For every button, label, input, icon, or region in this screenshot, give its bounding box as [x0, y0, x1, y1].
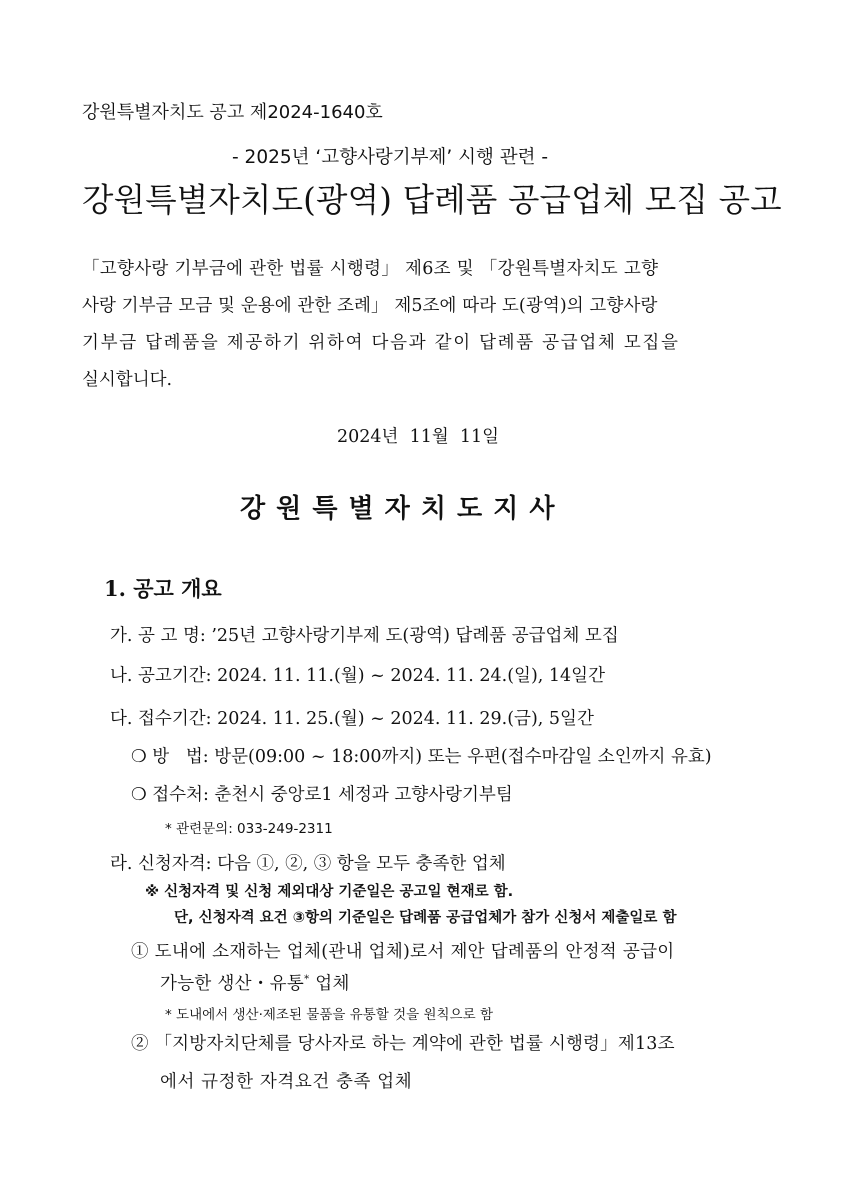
eligibility-note-cont: 단, 신청자격 요건 ③항의 기준일은 답례품 공급업체가 참가 신청서 제출일로 함: [174, 910, 677, 926]
intro-line-2: 사랑 기부금 모금 및 운용에 관한 조례」 제5조에 따라 도(광역)의 고향사랑: [82, 296, 658, 316]
qualification-1-note: * 도내에서 생산·제조된 물품을 유통할 것을 원칙으로 함: [165, 1007, 493, 1023]
qualification-2-line-1: ② 「지방자치단체를 당사자로 하는 계약에 관한 법률 시행령」제13조: [131, 1034, 675, 1054]
qualification-1-line-2: [160, 970, 350, 995]
item-period: 나. 공고기간: 2024. 11. 11.(월) ~ 2024. 11. 24.(일), 14일간: [110, 666, 605, 686]
qualification-1-text: 가능한 생산・유통: [160, 974, 305, 994]
notice-date: 2024년 11월 11일: [337, 427, 500, 447]
reception-method: ❍ 방 법: 방문(09:00 ~ 18:00까지) 또는 우편(접수마감일 소인까지 유효): [131, 747, 712, 767]
item-eligibility: 라. 신청자격: 다음 ①, ②, ③ 항을 모두 충족한 업체: [110, 854, 506, 874]
subtitle: - 2025년 ‘고향사랑기부제’ 시행 관련 -: [232, 147, 549, 168]
page-title: 강원특별자치도(광역) 답례품 공급업체 모집 공고: [82, 181, 782, 219]
qualification-1-suffix: 업체: [309, 974, 350, 994]
reception-place: ❍ 접수처: 춘천시 중앙로1 세정과 고향사랑기부팀: [131, 785, 513, 805]
intro-line-4: 실시합니다.: [82, 370, 173, 390]
section-heading: 1. 공고 개요: [104, 576, 222, 601]
intro-line-3: 기부금 답례품을 제공하기 위하여 다음과 같이 답례품 공급업체 모집을: [82, 333, 680, 353]
signer: 강 원 특 별 자 치 도 지 사: [240, 494, 556, 524]
intro-line-1: 「고향사랑 기부금에 관한 법률 시행령」 제6조 및 「강원특별자치도 고향: [82, 259, 659, 279]
contact-info: * 관련문의: 033-249-2311: [165, 821, 333, 837]
eligibility-note: ※ 신청자격 및 신청 제외대상 기준일은 공고일 현재로 함.: [145, 884, 514, 900]
qualification-2-line-2: 에서 규정한 자격요건 충족 업체: [160, 1072, 413, 1092]
footnote-mark: *: [304, 974, 310, 986]
qualification-1-line-1: ① 도내에 소재하는 업체(관내 업체)로서 제안 답례품의 안정적 공급이: [131, 942, 675, 962]
notice-number: 강원특별자치도 공고 제2024-1640호: [82, 102, 383, 123]
item-reception: 다. 접수기간: 2024. 11. 25.(월) ~ 2024. 11. 29.(금), 5일간: [110, 709, 594, 729]
item-title: 가. 공 고 명: ’25년 고향사랑기부제 도(광역) 답례품 공급업체 모집: [110, 626, 619, 646]
